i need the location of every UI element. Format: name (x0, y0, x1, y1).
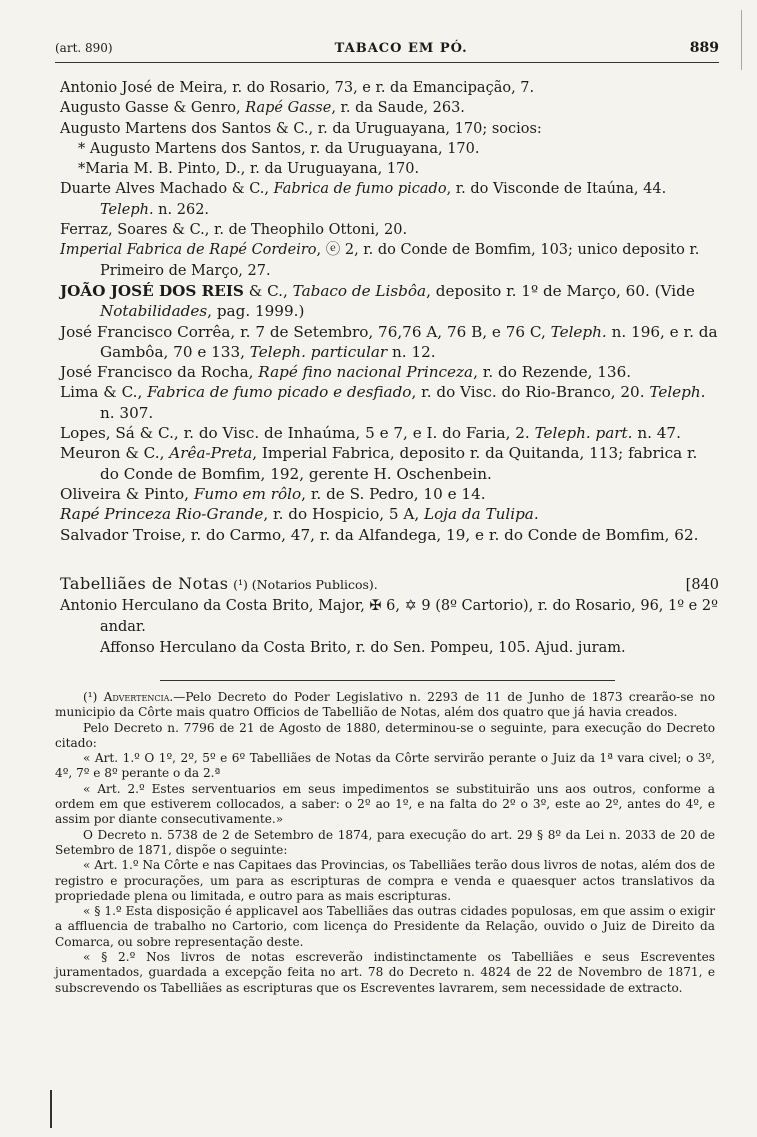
footnote-paragraph: « Art. 2.º Estes serventuarios em seus impedimentos se substituirão uns aos outros, conforme a ordem em que estiverem collocados, a saber: o 2º ao 1º, e na falta do 2º o 3º, este ao 2º, antes do 4º, e assim por diante consecutivamente.» (55, 781, 715, 827)
scan-mark (741, 10, 742, 70)
directory-entry: *Maria M. B. Pinto, D., r. da Uruguayana, 170. (78, 161, 420, 178)
directory-entry: Augusto Gasse & Genro, Rapé Gasse, r. da Saude, 263. (60, 100, 465, 117)
footnote-paragraph: Pelo Decreto n. 7796 de 21 de Agosto de 1880, determinou-se o seguinte, para execução do Decreto citado: (55, 720, 715, 750)
directory-entry: JOÃO JOSÉ DOS REIS & C., Tabaco de Lisbôa, deposito r. 1º de Março, 60. (Vide Notabilidades, pag. 1999.) (60, 281, 695, 321)
running-header (55, 40, 719, 63)
notaries-section (60, 573, 719, 659)
directory-entry: Oliveira & Pinto, Fumo em rôlo, r. de S. Pedro, 10 e 14. (60, 484, 486, 503)
directory-entry: José Francisco da Rocha, Rapé fino nacional Princeza, r. do Rezende, 136. (60, 363, 632, 382)
footnote-label: (¹) Advertencia. (83, 690, 174, 704)
section-note: (¹) (Notarios Publicos). (233, 577, 378, 592)
directory-entry: Lima & C., Fabrica de fumo picado e desfiado, r. do Visc. do Rio-Branco, 20. Teleph. n. 307. (60, 383, 706, 422)
footnote-paragraph: (¹) Advertencia.—Pelo Decreto do Poder Legislativo n. 2293 de 11 de Junho de 1873 crearão-se no municipio da Côrte mais quatro Officios de Tabellião de Notas, além dos quatro que já havia creados. (55, 690, 715, 720)
section-title: Tabelliães de Notas (60, 574, 229, 593)
footnote-paragraph: O Decreto n. 5738 de 2 de Setembro de 1874, para execução do art. 29 § 8º da Lei n. 2033 de 20 de Setembro de 1871, dispõe o seguinte: (55, 827, 715, 857)
section-number: [840 (685, 577, 719, 593)
page-title: TABACO EM PÓ. (334, 41, 468, 56)
directory-entry: Meuron & C., Arêa-Preta, Imperial Fabrica, deposito r. da Quitanda, 113; fabrica r. do Conde de Bomfim, 192, gerente H. Oschenbein. (60, 444, 698, 483)
section-heading (60, 573, 719, 596)
directory-list (60, 78, 719, 545)
directory-entry: Augusto Martens dos Santos & C., r. da Uruguayana, 170; socios: (60, 120, 542, 137)
page-number: 889 (689, 40, 719, 56)
directory-entry: Lopes, Sá & C., r. do Visc. de Inhaúma, 5 e 7, e I. do Faria, 2. Teleph. part. n. 47. (60, 424, 681, 443)
directory-entry: Antonio José de Meira, r. do Rosario, 73, e r. da Emancipação, 7. (60, 80, 535, 96)
directory-entry: Salvador Troise, r. do Carmo, 47, r. da Alfandega, 19, e r. do Conde de Bomfim, 62. (60, 525, 699, 544)
notary-entry: Affonso Herculano da Costa Brito, r. do Sen. Pompeu, 105. Ajud. juram. (100, 640, 626, 656)
scan-mark (50, 1090, 52, 1128)
footnote-paragraph: « § 2.º Nos livros de notas escreverão indistinctamente os Tabelliães e seus Escreventes juramentados, guardada a excepção feita no art. 78 do Decreto n. 4824 de 22 de Novembro de 1871, e subscrevendo os Tabelliães as escripturas que os Escreventes lavrarem, sem necessidade de extracto. (55, 950, 715, 995)
directory-entry: Imperial Fabrica de Rapé Cordeiro, ⓔ 2, r. do Conde de Bomfim, 103; unico deposito r. Primeiro de Março, 27. (60, 242, 700, 279)
footnote-paragraph: « Art. 1.º Na Côrte e nas Capitaes das Provincias, os Tabelliães terão dous livros de notas, além dos de registro e procurações, um para as escripturas de compra e venda e quaesquer actos translativos da propriedade plena ou limitada, e outro para as mais escripturas. (55, 858, 715, 903)
directory-entry: José Francisco Corrêa, r. 7 de Setembro, 76,76 A, 76 B, e 76 C, Teleph. n. 196, e r. da Gambôa, 70 e 133, Teleph. particular n. 12. (60, 322, 718, 361)
directory-entry: Rapé Princeza Rio-Grande, r. do Hospicio, 5 A, Loja da Tulipa. (60, 505, 539, 524)
footnotes (55, 690, 715, 996)
article-ref: (art. 890) (55, 41, 113, 55)
footnote-divider (160, 680, 615, 681)
directory-entry: Ferraz, Soares & C., r. de Theophilo Ottoni, 20. (60, 222, 408, 239)
footnote-paragraph: « Art. 1.º O 1º, 2º, 5º e 6º Tabelliães de Notas da Côrte servirão perante o Juiz da 1ª vara civel; o 3º, 4º, 7º e 8º perante o da 2.ª (55, 751, 715, 781)
notary-entry: Antonio Herculano da Costa Brito, Major, ✠ 6, ✡ 9 (8º Cartorio), r. do Rosario, 96, 1º e 2º andar. (60, 598, 718, 635)
directory-entry: Duarte Alves Machado & C., Fabrica de fumo picado, r. do Visconde de Itaúna, 44. Teleph. n. 262. (60, 181, 667, 218)
directory-entry: * Augusto Martens dos Santos, r. da Uruguayana, 170. (78, 140, 480, 157)
footnote-paragraph: « § 1.º Esta disposição é applicavel aos Tabelliães das outras cidades populosas, em que assim o exigir a affluencia de trabalho no Cartorio, com licença do Presidente da Relação, ouvido o Juiz de Direito da Comarca, ou sobre representação deste. (55, 904, 715, 949)
